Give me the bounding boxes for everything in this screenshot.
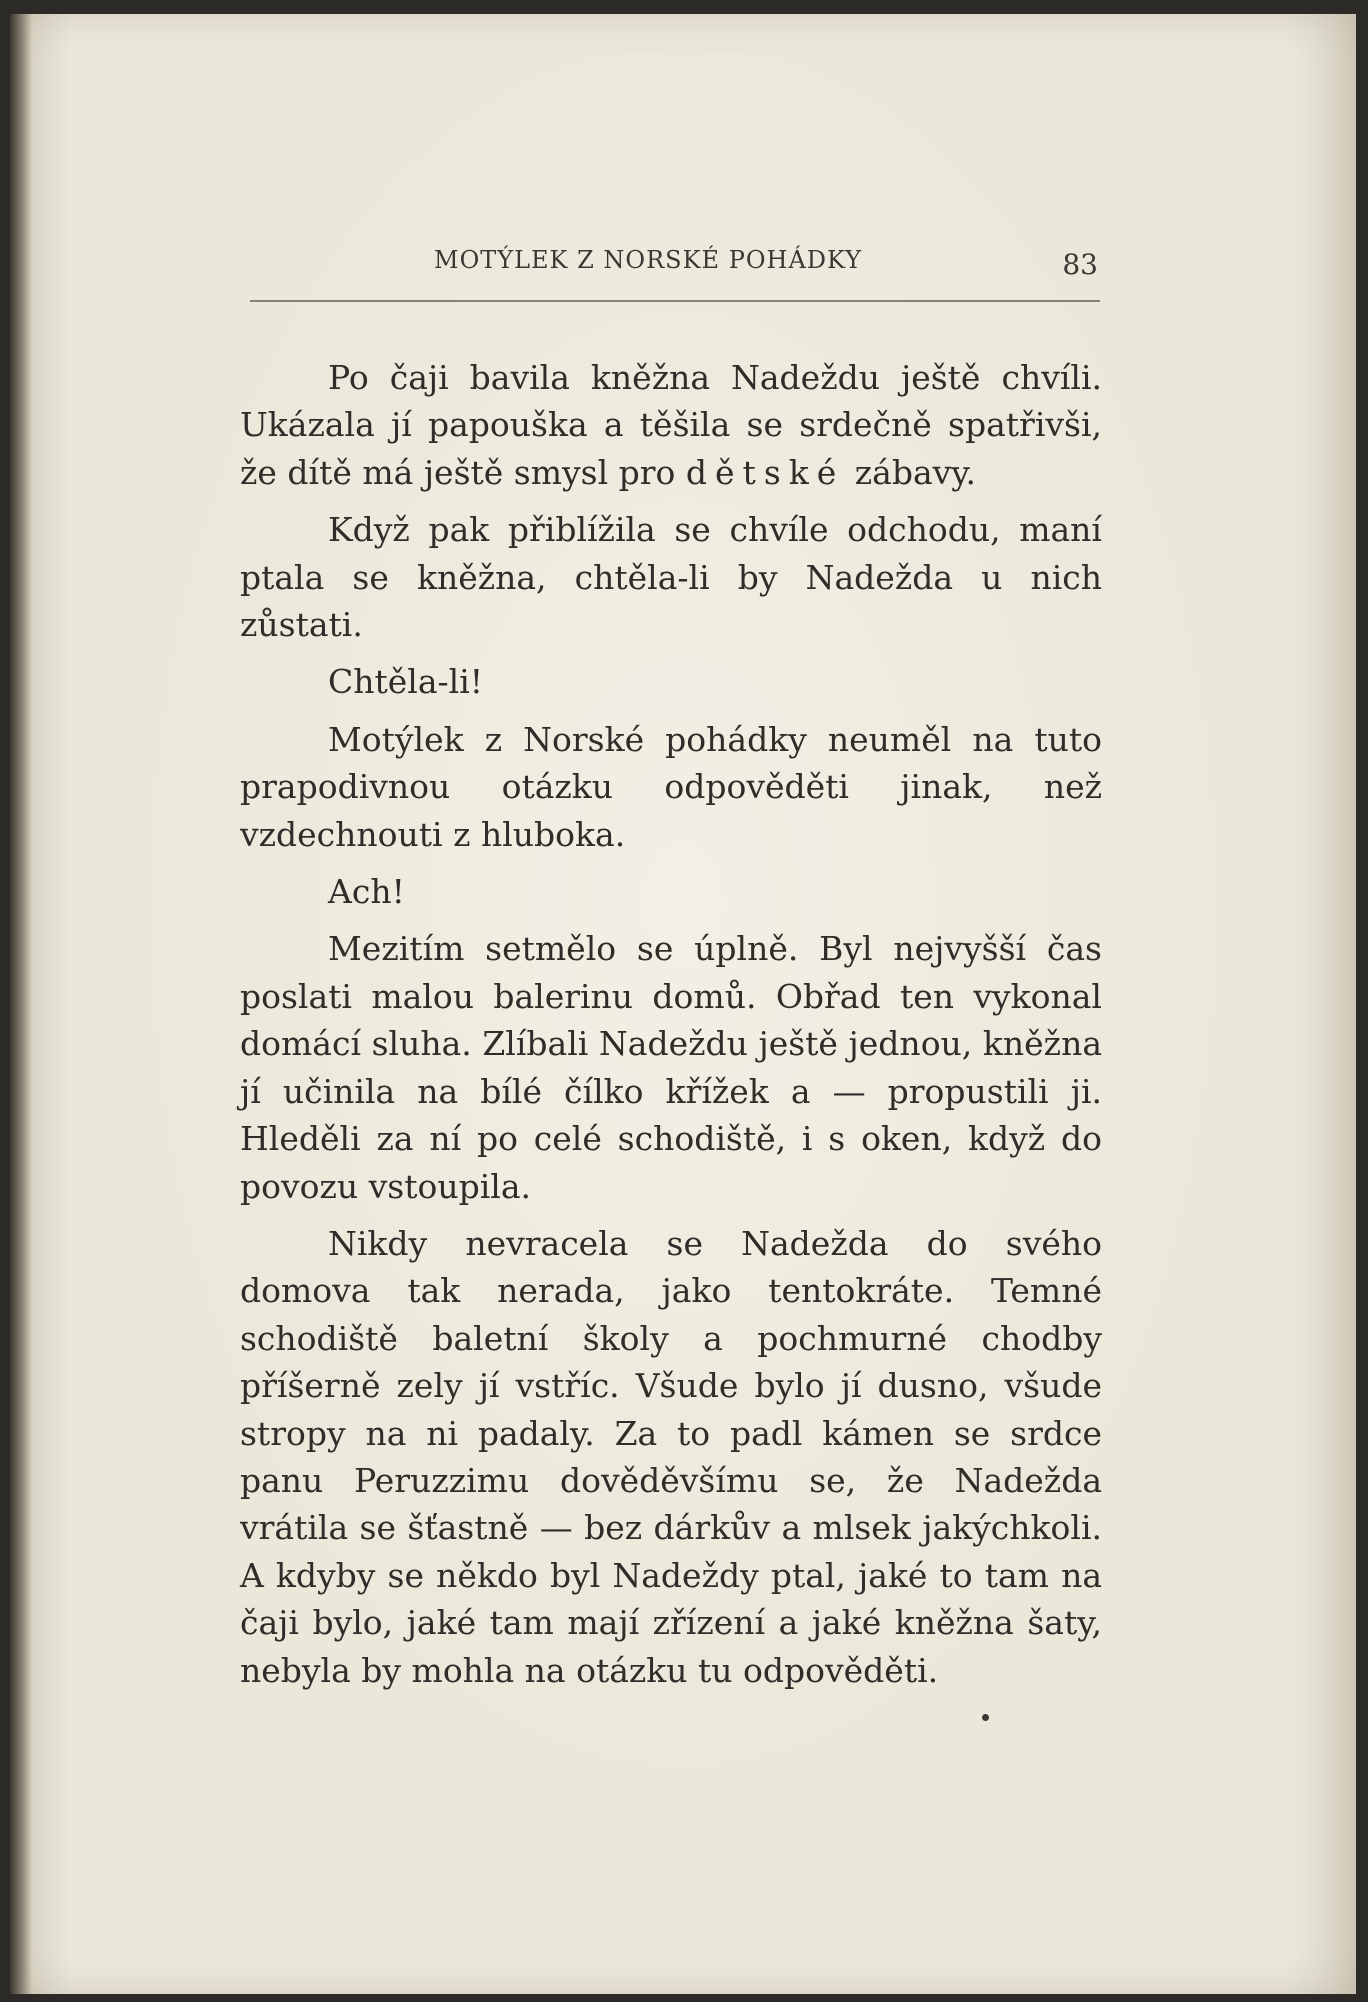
page-gutter	[10, 14, 32, 1994]
paragraph-3: Chtěla-li!	[328, 662, 484, 702]
body-text	[240, 354, 1102, 1704]
paragraph-6: Mezitím setmělo se úplně. Byl nejvyšší čas poslati malou balerinu domů. Obřad ten vykonal domácí sluha. Zlíbali Nadeždu ještě jednou, kněžna jí učinila na bílé čílko křížek a — propustili ji. Hleděli za ní po celé schodiště, i s oken, když do povozu vstoupila.	[240, 929, 1102, 1206]
paragraph-2: Když pak přiblížila se chvíle odchodu, maní ptala se kněžna, chtěla-li by Nadežda u nich zůstati.	[240, 510, 1102, 645]
spaced-emphasis: dětské	[685, 452, 845, 492]
running-head	[248, 242, 1098, 286]
running-title: MOTÝLEK Z NORSKÉ POHÁDKY	[434, 246, 863, 274]
ink-dot	[982, 1714, 989, 1721]
book-page	[10, 14, 1356, 1994]
page-number: 83	[1062, 248, 1098, 281]
paragraph-5: Ach!	[328, 872, 405, 912]
header-rule	[250, 300, 1100, 302]
paragraph-4: Motýlek z Norské pohádky neuměl na tuto prapodivnou otázku odpověděti jinak, než vzdechnouti z hluboka.	[240, 719, 1102, 854]
paragraph-1: Po čaji bavila kněžna Nadeždu ještě chvíli. Ukázala jí papouška a těšila se srdečně spatřivši, že dítě má ještě smysl pro dětské zábavy.	[240, 358, 1102, 492]
paragraph-7: Nikdy nevracela se Nadežda do svého domova tak nerada, jako tentokráte. Temné schodiště baletní školy a pochmurné chodby příšerně zely jí vstříc. Všude bylo jí dusno, všude stropy na ni padaly. Za to padl kámen se srdce panu Peruzzimu dověděvšímu se, že Nadežda vrátila se šťastně — bez dárkův a mlsek jakýchkoli. A kdyby se někdo byl Nadeždy ptal, jaké to tam na čaji bylo, jaké tam mají zřízení a jaké kněžna šaty, nebyla by mohla na otázku tu odpověděti.	[240, 1223, 1102, 1690]
